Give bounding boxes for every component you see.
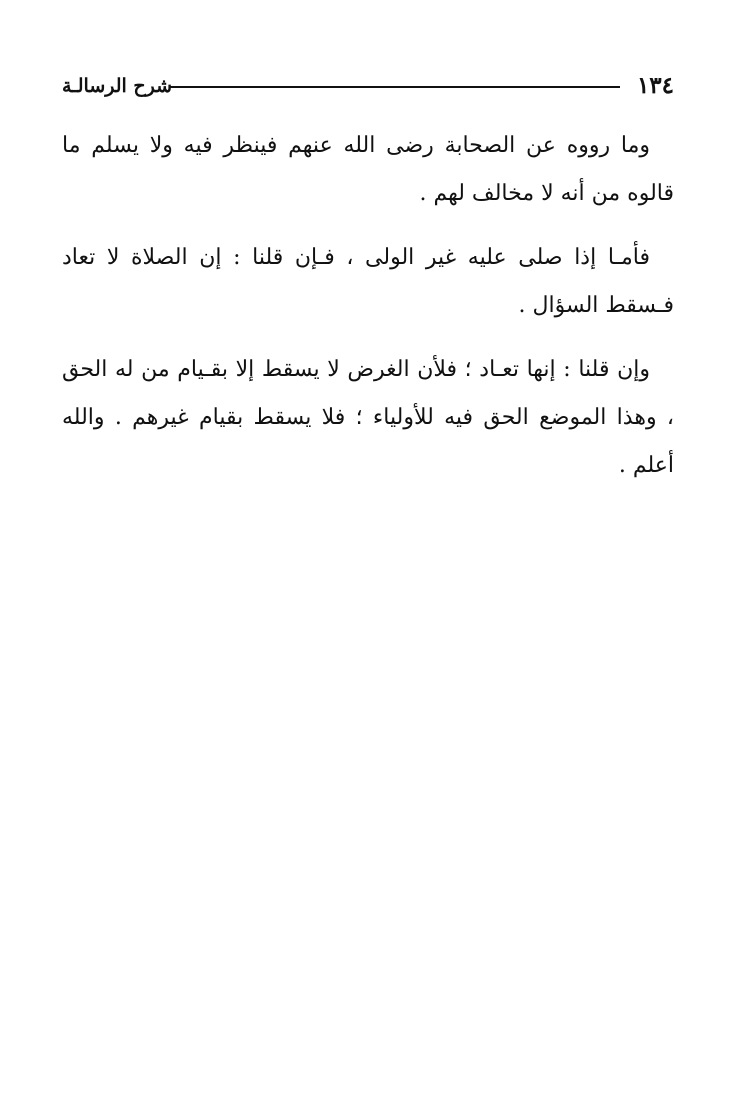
header-rule [169, 86, 620, 88]
page-header [62, 68, 674, 104]
paragraph-1: وما رووه عن الصحابة رضى الله عنهم فينظر فيه ولا يسلم ما قالوه من أنه لا مخالف لهم . [62, 133, 674, 206]
running-head: شرح الرسالـة [62, 75, 173, 97]
paragraph-3: وإن قلنا : إنها تعـاد ؛ فلأن الغرض لا يسقط إلا بقـيام من له الحق ، وهذا الموضع الحق فيه للأولياء ؛ فلا يسقط بقيام غيرهم . والله أعلم . [62, 357, 674, 478]
paragraph-2: فأمـا إذا صلى عليه غير الولى ، فـإن قلنا : إن الصلاة لا تعاد فـسقط السؤال . [62, 245, 674, 318]
page-number: ١٣٤ [636, 72, 674, 99]
body-text [62, 122, 674, 506]
